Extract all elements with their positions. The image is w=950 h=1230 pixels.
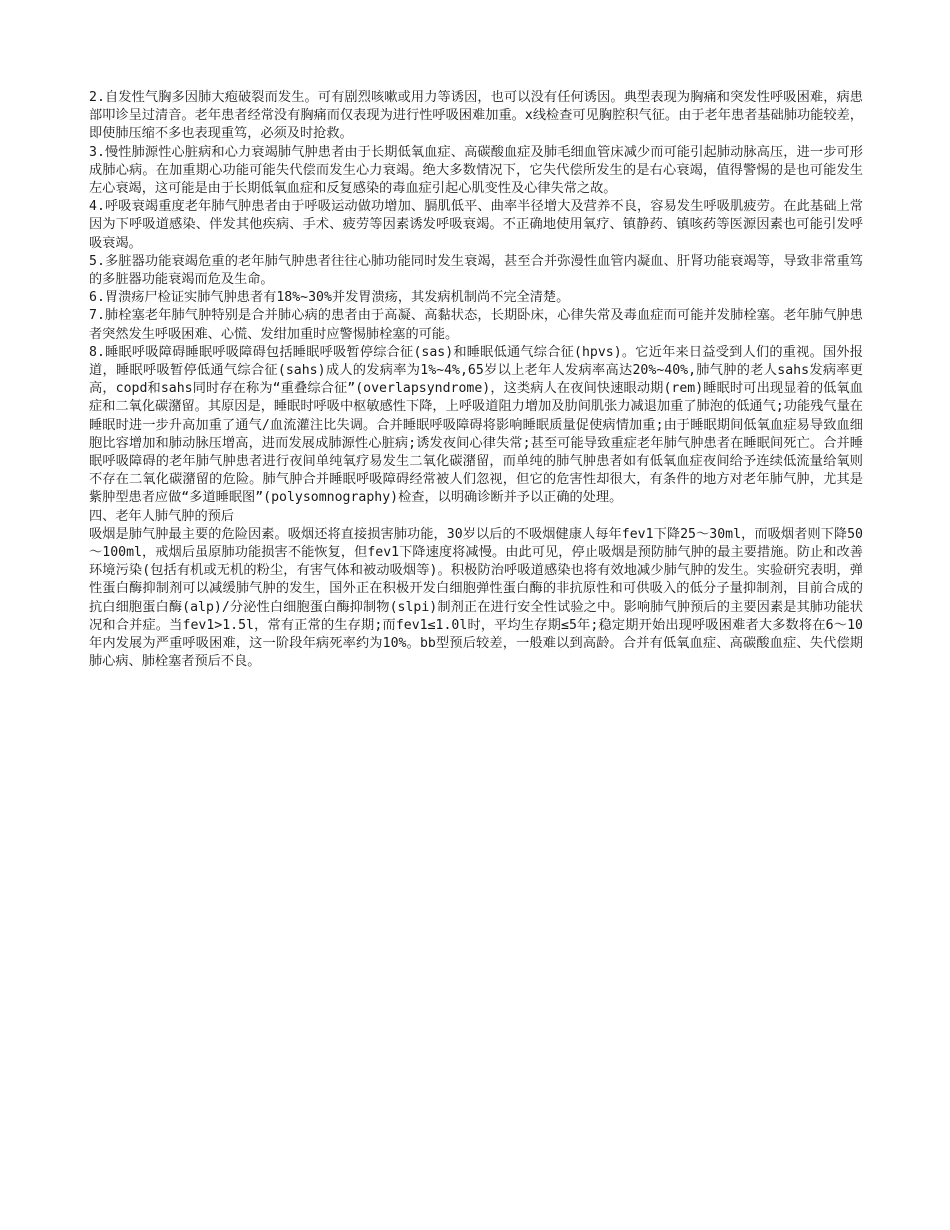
paragraph-prognosis: 吸烟是肺气肿最主要的危险因素。吸烟还将直接损害肺功能，30岁以后的不吸烟健康人每年fev1下降25～30ml，而吸烟者则下降50～100ml，戒烟后虽原肺功能损害不能恢复，但fev1下降速度将减慢。由此可见，停止吸烟是预防肺气肿的最主要措施。防止和改善环境污染(包括有机或无机的粉尘，有害气体和被动吸烟等)。积极防治呼吸道感染也将有效地减少肺气肿的发生。实验研究表明，弹性蛋白酶抑制剂可以减缓肺气肿的发生，国外正在积极开发白细胞弹性蛋白酶的非抗原性和可供吸入的低分子量抑制剂，目前合成的抗白细胞蛋白酶(alp)/分泌性白细胞蛋白酶抑制物(slpi)制剂正在进行安全性试验之中。影响肺气肿预后的主要因素是其肺功能状况和合并症。当fev1>1.5l，常有正常的生存期;而fev1≤1.0l时，平均生存期≤5年;稳定期开始出现呼吸困难者大多数将在6～10年内发展为严重呼吸困难，这一阶段年病死率约为10%。bb型预后较差，一般难以到高龄。合并有低氧血症、高碳酸血症、失代偿期肺心病、肺栓塞者预后不良。 [89,526,863,670]
document-body [89,89,863,672]
paragraph-5-multi-organ-failure: 5.多脏器功能衰竭危重的老年肺气肿患者往往心肺功能同时发生衰竭，甚至合并弥漫性血管内凝血、肝肾功能衰竭等，导致非常重笃的多脏器功能衰竭而危及生命。 [89,253,863,288]
paragraph-2-spontaneous-pneumothorax: 2.自发性气胸多因肺大疱破裂而发生。可有剧烈咳嗽或用力等诱因，也可以没有任何诱因。典型表现为胸痛和突发性呼吸困难，病患部叩诊呈过清音。老年患者经常没有胸痛而仅表现为进行性呼吸困难加重。x线检查可见胸腔积气征。由于老年患者基础肺功能较差，即使肺压缩不多也表现重笃，必须及时抢救。 [89,90,863,142]
paragraph-8-sleep-apnea: 8.睡眠呼吸障碍睡眠呼吸障碍包括睡眠呼吸暂停综合征(sas)和睡眠低通气综合征(hpvs)。它近年来日益受到人们的重视。国外报道，睡眠呼吸暂停低通气综合征(sahs)成人的发病率为1%~4%,65岁以上老年人发病率高达20%~40%,肺气肿的老人sahs发病率更高，copd和sahs同时存在称为“重叠综合征”(overlapsyndrome)，这类病人在夜间快速眼动期(rem)睡眠时可出现显着的低氧血症和二氧化碳潴留。其原因是，睡眠时呼吸中枢敏感性下降，上呼吸道阻力增加及肋间肌张力减退加重了肺泡的低通气;功能残气量在睡眠时进一步升高加重了通气/血流灌注比失调。合并睡眠呼吸障碍将影响睡眠质量促使病情加重;由于睡眠期间低氧血症易导致血细胞比容增加和肺动脉压增高，进而发展成肺源性心脏病;诱发夜间心律失常;甚至可能导致重症老年肺气肿患者在睡眠间死亡。合并睡眠呼吸障碍的老年肺气肿患者进行夜间单纯氧疗易发生二氧化碳潴留，而单纯的肺气肿患者如有低氧血症夜间给予连续低流量给氧则不存在二氧化碳潴留的危险。肺气肿合并睡眠呼吸障碍经常被人们忽视，但它的危害性却很大，有条件的地方对老年肺气肿，尤其是紫肿型患者应做“多道睡眠图”(polysomnography)检查，以明确诊断并予以正确的处理。 [89,344,863,506]
paragraph-6-gastric-ulcer: 6.胃溃疡尸检证实肺气肿患者有18%~30%并发胃溃疡，其发病机制尚不完全清楚。 [89,290,570,306]
paragraph-3-cor-pulmonale: 3.慢性肺源性心脏病和心力衰竭肺气肿患者由于长期低氧血症、高碳酸血症及肺毛细血管床减少而可能引起肺动脉高压，进一步可形成肺心病。在加重期心功能可能失代偿而发生心力衰竭。绝大多数情况下，它失代偿所发生的是右心衰竭，值得警惕的是也可能发生左心衰竭，这可能是由于长期低氧血症和反复感染的毒血症引起心肌变性及心律失常之故。 [89,144,863,197]
paragraph-7-pulmonary-embolism: 7.肺栓塞老年肺气肿特别是合并肺心病的患者由于高凝、高黏状态，长期卧床，心律失常及毒血症而可能并发肺栓塞。老年肺气肿患者突然发生呼吸困难、心慌、发绀加重时应警惕肺栓塞的可能。 [89,308,863,342]
section-heading-prognosis: 四、老年人肺气肿的预后 [89,508,235,524]
paragraph-4-respiratory-failure: 4.呼吸衰竭重度老年肺气肿患者由于呼吸运动做功增加、膈肌低平、曲率半径增大及营养不良，容易发生呼吸肌疲劳。在此基础上常因为下呼吸道感染、伴发其他疾病、手术、疲劳等因素诱发呼吸衰竭。不正确地使用氧疗、镇静药、镇咳药等医源因素也可能引发呼吸衰竭。 [89,199,863,251]
